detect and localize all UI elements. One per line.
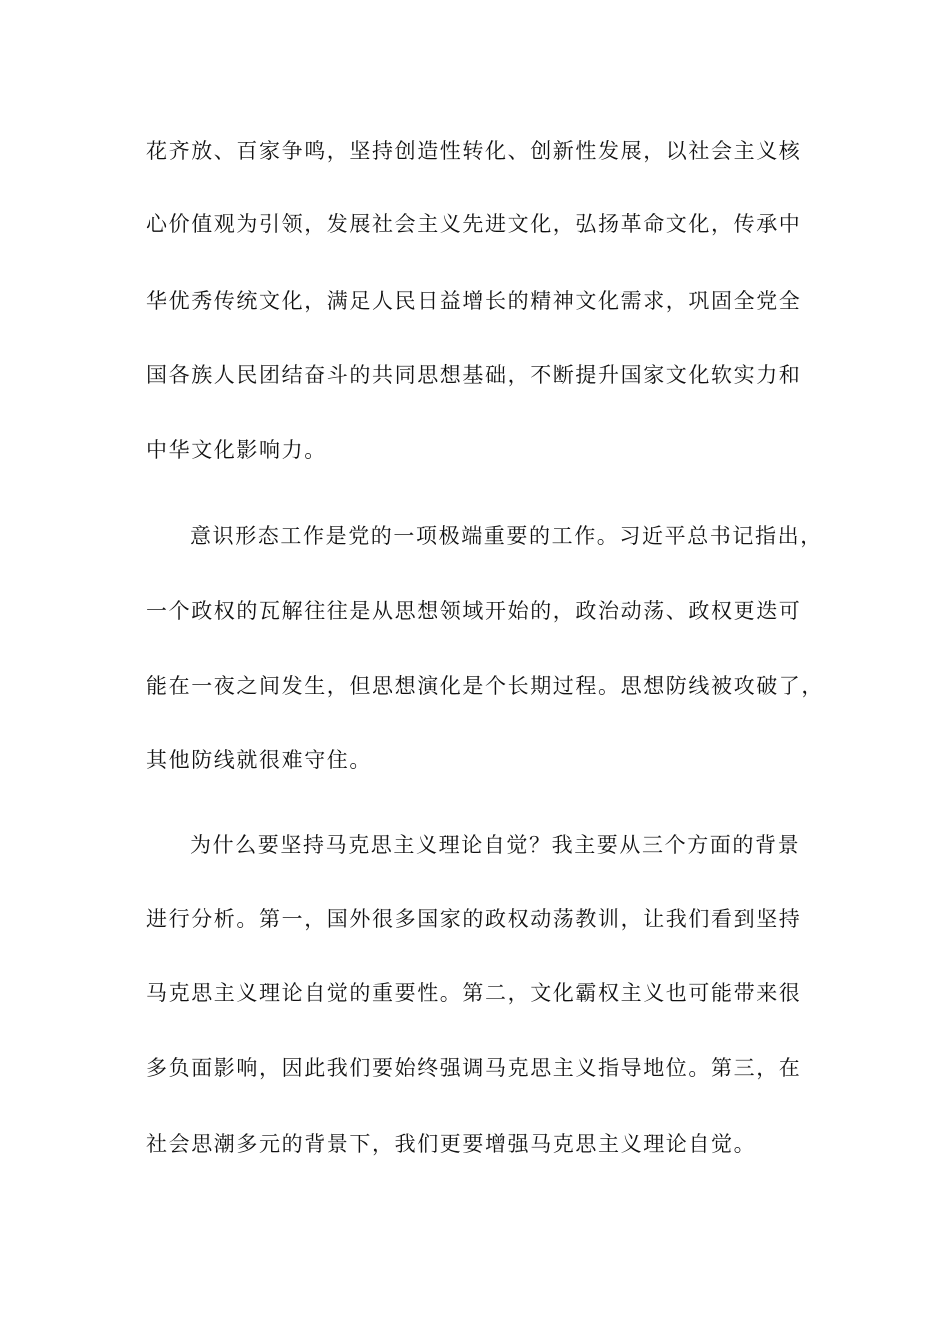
text-line: 为什么要坚持马克思主义理论自觉？我主要从三个方面的背景	[190, 833, 801, 857]
text-line: 一个政权的瓦解往往是从思想领域开始的，政治动荡、政权更迭可	[146, 599, 802, 623]
text-line: 华优秀传统文化，满足人民日益增长的精神文化需求，巩固全党全	[146, 289, 802, 313]
text-line: 心价值观为引领，发展社会主义先进文化，弘扬革命文化，传承中	[146, 212, 802, 236]
text-line: 中华文化影响力。	[146, 438, 327, 462]
text-line: 多负面影响，因此我们要始终强调马克思主义指导地位。第三，在	[146, 1056, 802, 1080]
text-line: 其他防线就很难守住。	[146, 748, 372, 772]
text-line: 国各族人民团结奋斗的共同思想基础，不断提升国家文化软实力和	[146, 363, 802, 387]
text-line: 能在一夜之间发生，但思想演化是个长期过程。思想防线被攻破了，	[146, 674, 824, 698]
text-line: 意识形态工作是党的一项极端重要的工作。习近平总书记指出，	[190, 524, 823, 548]
text-line: 马克思主义理论自觉的重要性。第二，文化霸权主义也可能带来很	[146, 981, 802, 1005]
text-line: 社会思潮多元的背景下，我们更要增强马克思主义理论自觉。	[146, 1132, 757, 1156]
text-line: 进行分析。第一，国外很多国家的政权动荡教训，让我们看到坚持	[146, 907, 802, 931]
text-line: 花齐放、百家争鸣，坚持创造性转化、创新性发展，以社会主义核	[146, 139, 802, 163]
